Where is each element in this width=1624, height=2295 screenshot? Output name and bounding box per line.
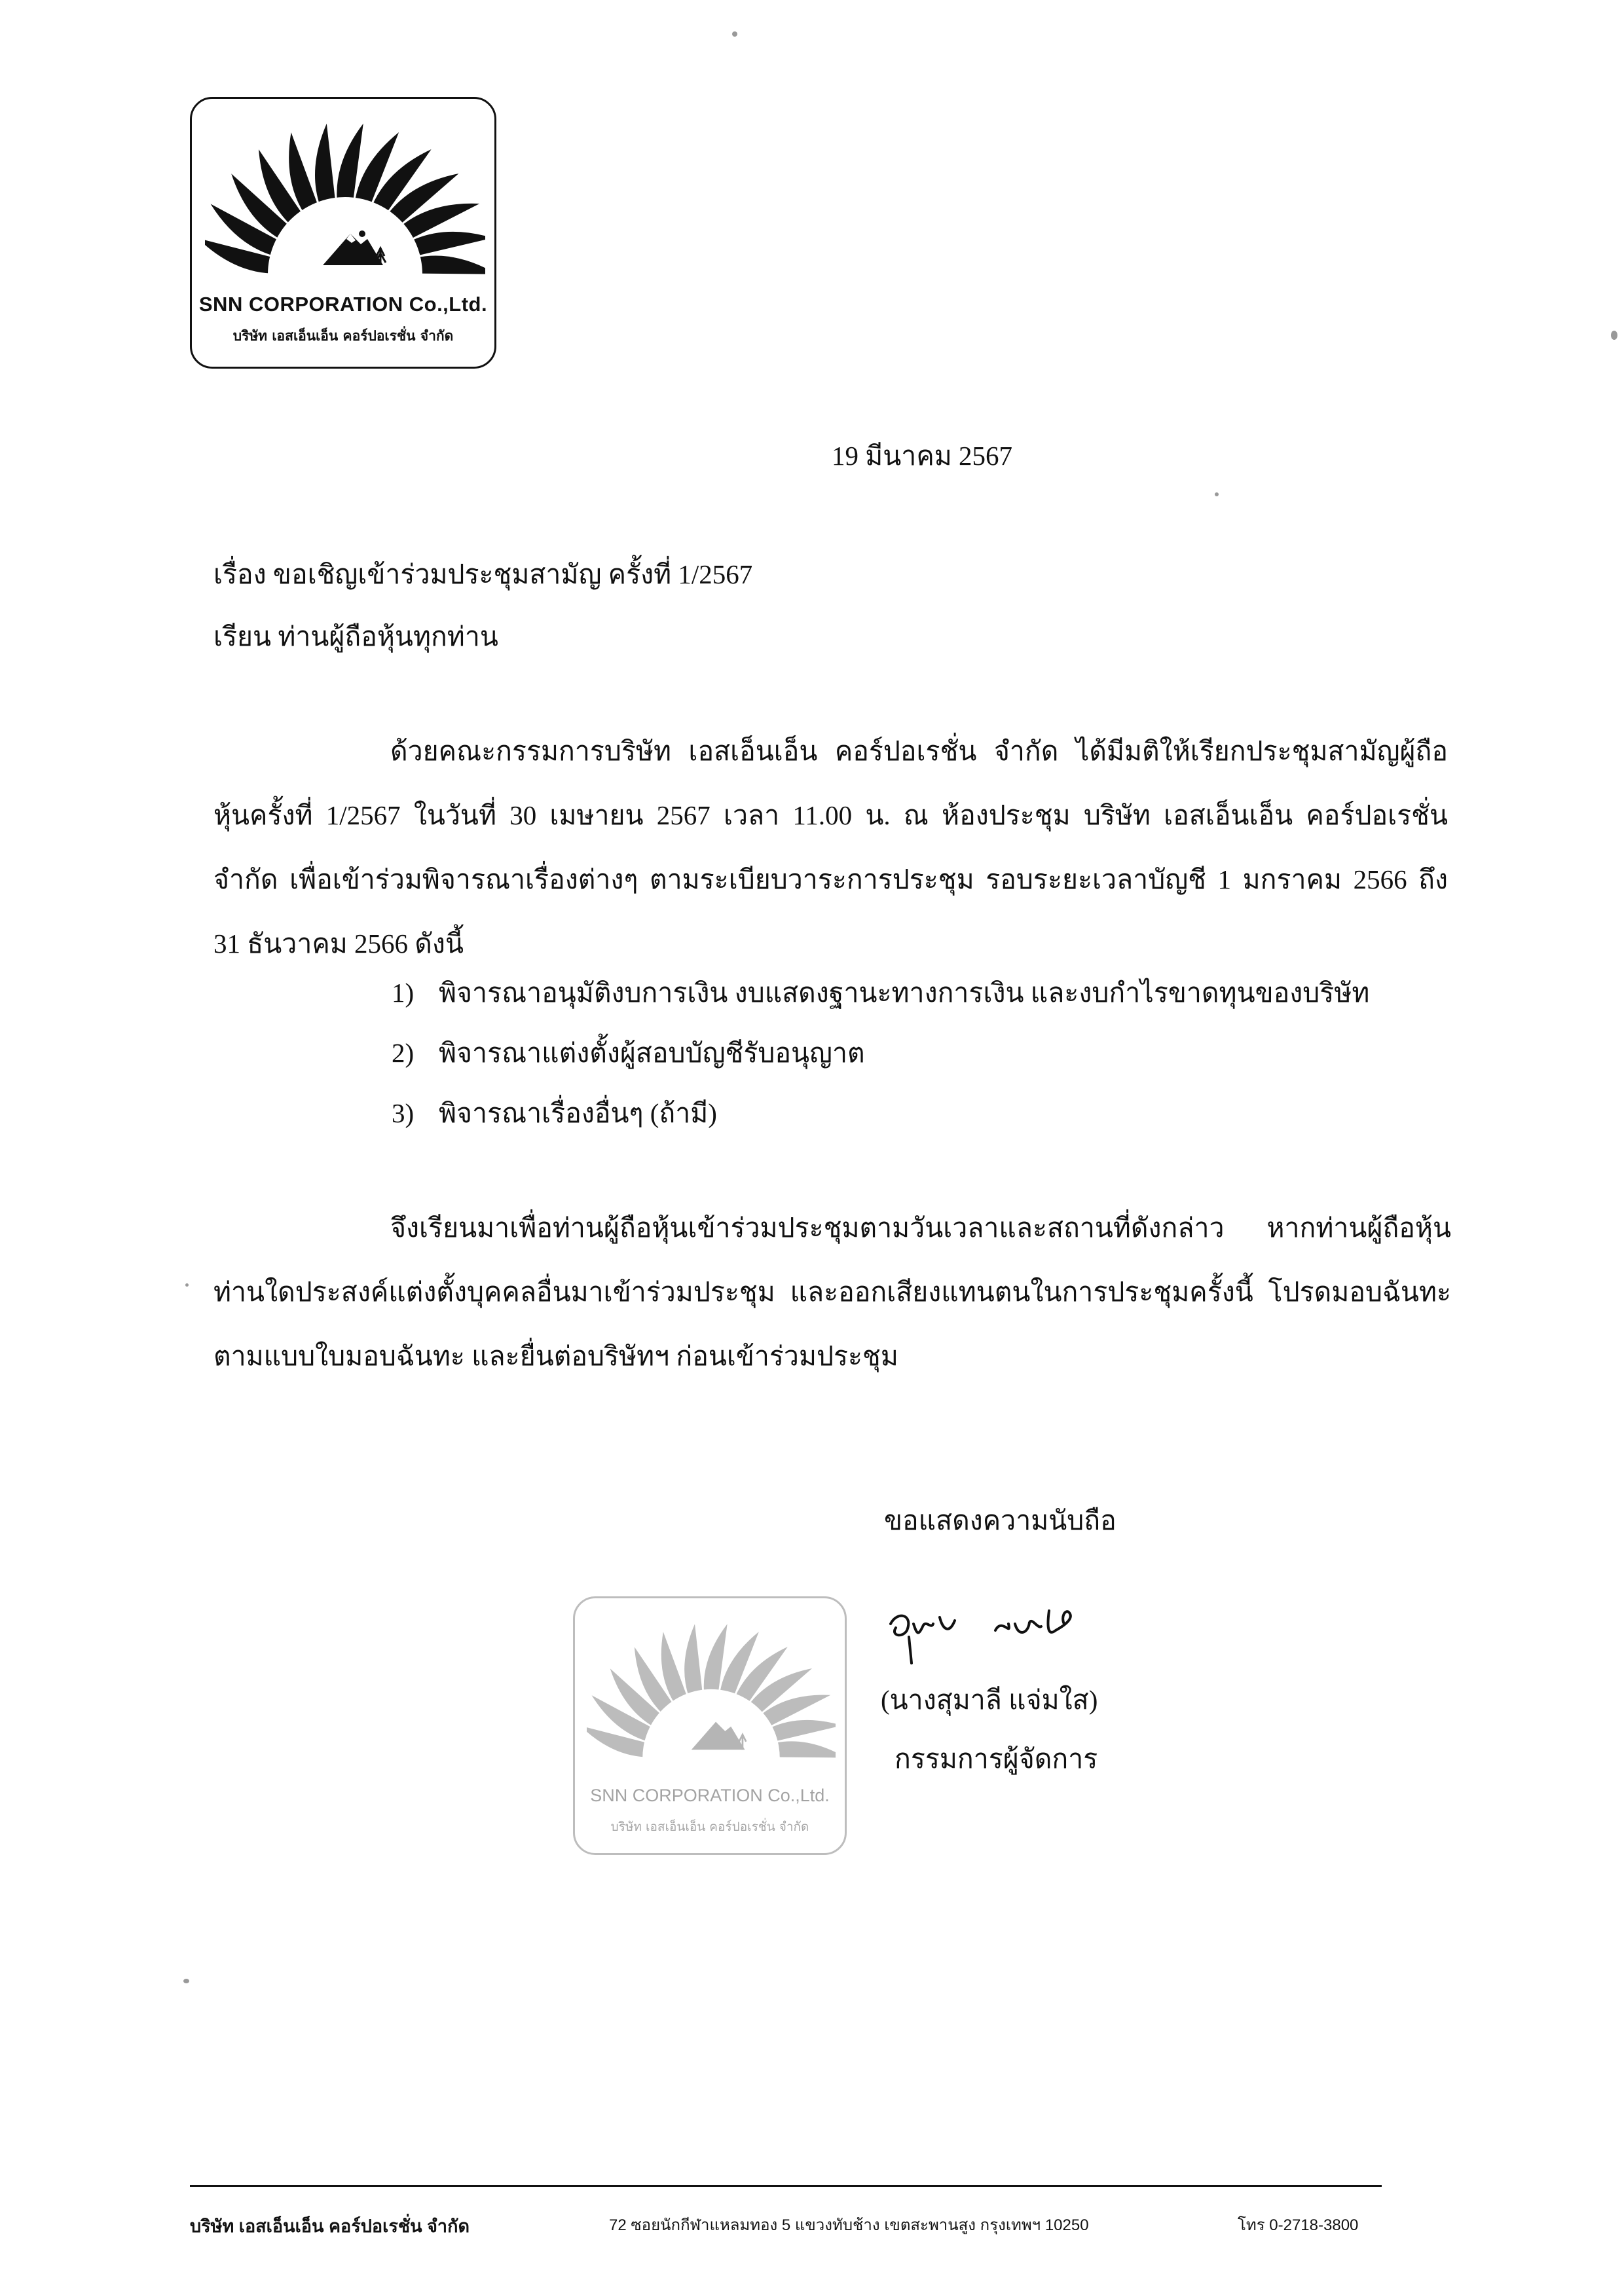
handwritten-signature-icon	[877, 1598, 1139, 1676]
agenda-item-text: พิจารณาอนุมัติงบการเงิน งบแสดงฐานะทางการเงิน และงบกำไรขาดทุนของบริษัท	[439, 978, 1370, 1008]
paragraph-line: ตามแบบใบมอบฉันทะ และยื่นต่อบริษัทฯ ก่อนเข้าร่วมประชุม	[213, 1341, 898, 1371]
logo-ray	[416, 256, 485, 274]
logo-ray	[315, 124, 335, 206]
logo-ray	[411, 232, 485, 256]
agenda-item-number: 2)	[392, 1038, 415, 1068]
agenda-item	[392, 1092, 717, 1135]
signatory-title: กรรมการผู้จัดการ	[895, 1744, 1098, 1774]
agenda-item	[392, 1032, 865, 1074]
logo-company-name-th: บริษัท เอสเอ็นเอ็น คอร์ปอเรชั่น จำกัด	[232, 328, 454, 344]
footer-phone: โทร 0-2718-3800	[1238, 2216, 1359, 2234]
agenda-item	[392, 972, 1369, 1014]
faded-sunburst-logo-icon	[587, 1609, 836, 1779]
scan-speck	[732, 31, 737, 37]
stamp-company-name-en: SNN CORPORATION Co.,Ltd.	[590, 1786, 830, 1805]
footer-divider	[190, 2185, 1382, 2187]
paragraph-line: จึงเรียนมาเพื่อท่านผู้ถือหุ้นเข้าร่วมประชุมตามวันเวลาและสถานที่ดังกล่าว หากท่านผู้ถือหุ้น	[390, 1213, 1451, 1243]
logo-company-name-en: SNN CORPORATION Co.,Ltd.	[198, 293, 488, 316]
sunburst-mountain-logo-icon	[205, 111, 485, 294]
closing-salutation: ขอแสดงความนับถือ	[884, 1505, 1116, 1535]
company-stamp	[573, 1596, 847, 1855]
paragraph-line: ด้วยคณะกรรมการบริษัท เอสเอ็นเอ็น คอร์ปอเรชั่น จำกัด ได้มีมติให้เรียกประชุมสามัญผู้ถือ	[390, 736, 1448, 766]
agenda-item-text: พิจารณาเรื่องอื่นๆ (ถ้ามี)	[439, 1098, 717, 1128]
body-paragraph-1	[213, 719, 1448, 976]
paragraph-line: หุ้นครั้งที่ 1/2567 ในวันที่ 30 เมษายน 2567 เวลา 11.00 น. ณ ห้องประชุม บริษัท เอสเอ็นเอ็น คอร์ปอเรชั่น	[213, 800, 1448, 830]
company-logo	[190, 97, 496, 369]
body-paragraph-2	[213, 1196, 1451, 1388]
letter-recipient: เรียน ท่านผู้ถือหุ้นทุกท่าน	[213, 621, 498, 652]
scan-speck	[185, 1283, 189, 1287]
logo-ray	[684, 1624, 703, 1697]
signatory-name: (นางสุมาลี แจ่มใส)	[881, 1685, 1098, 1715]
logo-ray	[769, 1720, 836, 1742]
agenda-item-text: พิจารณาแต่งตั้งผู้สอบบัญชีรับอนุญาต	[439, 1038, 865, 1068]
paragraph-line: 31 ธันวาคม 2566 ดังนี้	[213, 928, 464, 959]
paragraph-line: ท่านใดประสงค์แต่งตั้งบุคคลอื่นมาเข้าร่วมประชุม และออกเสียงแทนตนในการประชุมครั้งนี้ โปรดมอบฉันทะ	[213, 1277, 1451, 1307]
paragraph-line: จำกัด เพื่อเข้าร่วมพิจารณาเรื่องต่างๆ ตามระเบียบวาระการประชุม รอบระยะเวลาบัญชี 1 มกราคม 2566 ถึง	[213, 864, 1448, 894]
scan-speck	[1611, 331, 1617, 340]
logo-ray	[775, 1741, 836, 1757]
letter-subject: เรื่อง ขอเชิญเข้าร่วมประชุมสามัญ ครั้งที่ 1/2567	[213, 559, 753, 589]
agenda-item-number: 3)	[392, 1098, 415, 1128]
agenda-item-number: 1)	[392, 978, 415, 1008]
footer-company: บริษัท เอสเอ็นเอ็น คอร์ปอเรชั่น จำกัด	[190, 2216, 470, 2236]
letter-date: 19 มีนาคม 2567	[832, 441, 1013, 471]
scan-speck	[183, 1979, 189, 1983]
footer-address: 72 ซอยนักกีฬาแหลมทอง 5 แขวงทับช้าง เขตสะพานสูง กรุงเทพฯ 10250	[609, 2216, 1089, 2234]
stamp-company-name-th: บริษัท เอสเอ็นเอ็น คอร์ปอเรชั่น จำกัด	[610, 1820, 809, 1834]
scan-speck	[1215, 492, 1219, 496]
